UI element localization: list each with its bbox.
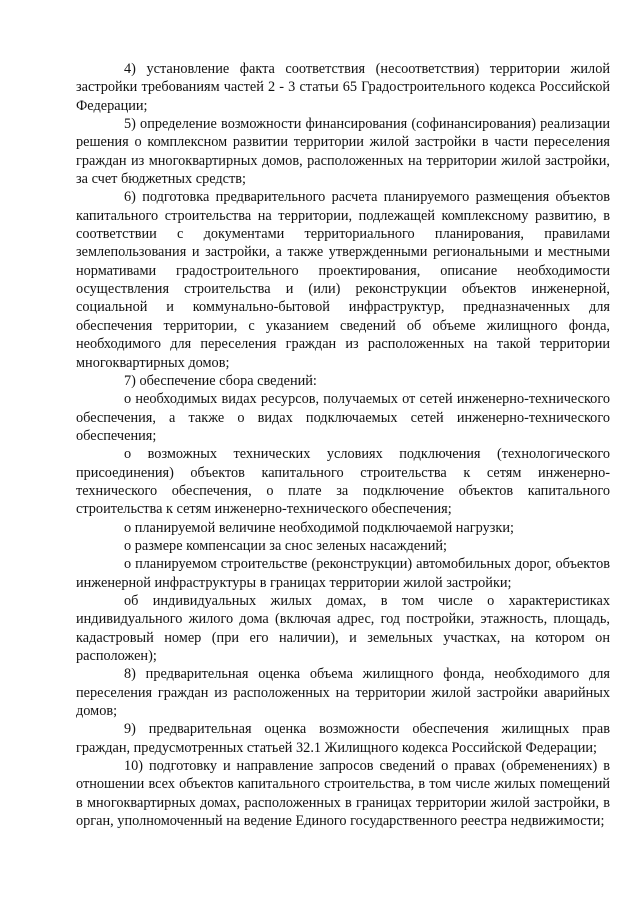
paragraph-item-10: 10) подготовку и направление запросов сведений о правах (обременениях) в отношении всех объектов капитального строительства, в том числе жилых помещений в многоквартирных домах, расположенных в границах территории жилой застройки, в орган, уполномоченный на ведение Единого государственного реестра недвижимости; [76,758,610,830]
paragraph-resources: о необходимых видах ресурсов, получаемых от сетей инженерно-технического обеспечения, а также о видах подключаемых сетей инженерно-технического обеспечения; [76,391,610,444]
document-page [76,60,610,830]
paragraph-item-8: 8) предварительная оценка объема жилищного фонда, необходимого для переселения граждан из расположенных на территории жилой застройки аварийных домов; [76,666,610,720]
paragraph-item-6: 6) подготовка предварительного расчета планируемого размещения объектов капитального строительства на территории, подлежащей комплексному развитию, в соответствии с документами территориального планирования, правилами землепользования и застройки, а также утвержденными региональными и местными нормативами градостроительного проектирования, описание необходимости осуществления строительства и (или) реконструкции объектов инженерной, социальной и коммунально-бытовой инфраструктур, предназначенных для обеспечения территории, с указанием сведений об объеме жилищного фонда, необходимого для переселения граждан из расположенных на такой территории многоквартирных домов; [76,189,610,371]
paragraph-item-7: 7) обеспечение сбора сведений: [124,372,317,389]
paragraph-planned-load: о планируемой величине необходимой подключаемой нагрузки; [124,519,514,536]
paragraph-item-5: 5) определение возможности финансирования (софинансирования) реализации решения о комплексном развитии территории жилой застройки в части переселения граждан из многоквартирных домов, расположенных на территории жилой застройки, за счет бюджетных средств; [76,116,610,188]
paragraph-individual-houses: об индивидуальных жилых домах, в том числе о характеристиках индивидуального жилого дома (включая адрес, год постройки, этажность, площадь, кадастровый номер (при его наличии), и земельных участках, на котором он расположен); [76,592,610,664]
paragraph-green-compensation: о размере компенсации за снос зеленых насаждений; [124,537,448,554]
paragraph-item-4: 4) установление факта соответствия (несоответствия) территории жилой застройки требованиям частей 2 - 3 статьи 65 Градостроительного кодекса Российской Федерации; [76,61,610,114]
paragraph-connection-conditions: о возможных технических условиях подключения (технологического присоединения) объектов капитального строительства к сетям инженерно-технического обеспечения, о плате за подключение объектов капитального строительства к сетям инженерно-технического обеспечения; [76,446,610,518]
paragraph-item-9: 9) предварительная оценка возможности обеспечения жилищных прав граждан, предусмотренных статьей 32.1 Жилищного кодекса Российской Федерации; [76,721,610,756]
paragraph-roads-construction: о планируемом строительстве (реконструкции) автомобильных дорог, объектов инженерной инфраструктуры в границах территории жилой застройки; [76,556,610,591]
